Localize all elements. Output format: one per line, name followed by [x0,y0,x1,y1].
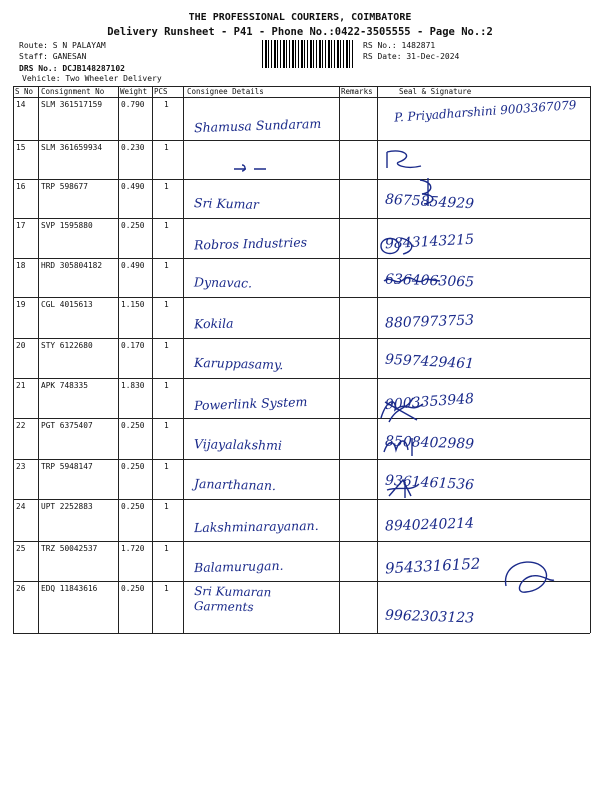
route-label: Route: S N PALAYAM [19,41,106,50]
row-border [13,179,590,180]
row-border [13,499,590,500]
signature: 9962303123 [384,607,475,627]
signature: 9597429461 [384,351,475,373]
column-border [590,86,591,633]
cell-pcs: 1 [164,544,169,553]
signature: 9843143215 [384,231,475,253]
cell-sno: 16 [16,182,26,191]
signature: 8807973753 [384,312,475,332]
cell-sno: 24 [16,502,26,511]
barcode [262,40,354,68]
column-border [152,86,153,633]
cell-consignment: SVP 1595880 [41,221,93,230]
cell-pcs: 1 [164,341,169,350]
cell-consignment: CGL 4015613 [41,300,93,309]
cell-consignment: SLM 361659934 [41,143,103,152]
column-border [377,86,378,633]
signature-scribble [414,178,444,206]
header-sno: S No [15,87,34,96]
row-border [13,459,590,460]
cell-weight: 0.170 [121,341,145,350]
rs-date: RS Date: 31-Dec-2024 [363,52,460,61]
signature-scribble [382,436,418,458]
cell-sno: 14 [16,100,26,109]
cell-weight: 0.250 [121,221,145,230]
signature-scribble [500,558,556,596]
cell-pcs: 1 [164,261,169,270]
cell-consignment: APK 748335 [41,381,88,390]
header-consignment: Consignment No [41,87,105,96]
cell-pcs: 1 [164,462,169,471]
cell-weight: 0.250 [121,462,145,471]
company-title: THE PROFESSIONAL COURIERS, COIMBATORE [188,12,412,23]
header-pcs: PCS [154,87,168,96]
handwritten-consignee: Janarthanan. [193,475,277,494]
row-border [13,140,590,141]
cell-sno: 21 [16,381,26,390]
signature: 9543316152 [384,554,481,578]
cell-weight: 0.230 [121,143,145,152]
handwritten-consignee: Powerlink System [193,394,308,413]
handwritten-consignee: Balamurugan. [193,557,284,576]
cell-consignment: UPT 2252883 [41,502,93,511]
handwritten-consignee: Dynavac. [193,274,253,291]
cell-weight: 0.250 [121,421,145,430]
header-seal: Seal & Signature [399,87,472,96]
runsheet-title: Delivery Runsheet - P41 - Phone No.:0422-3505555 - Page No.:2 [107,26,493,38]
cell-sno: 17 [16,221,26,230]
row-border [13,258,590,259]
row-border [13,418,590,419]
cell-sno: 18 [16,261,26,270]
staff-label: Staff: GANESAN [19,52,87,61]
signature-scribble [385,478,421,500]
header-remarks: Remarks [341,87,373,96]
cell-weight: 0.490 [121,182,145,191]
handwritten-consignee: Vijayalakshmi [193,436,283,453]
cell-pcs: 1 [164,300,169,309]
handwritten-consignee: Sri Kumar [193,195,260,212]
cell-weight: 1.150 [121,300,145,309]
signature: 8940240214 [384,515,475,535]
cell-pcs: 1 [164,421,169,430]
signature-scribble [377,234,417,258]
cell-pcs: 1 [164,182,169,191]
handwritten-consignee: Lakshminarayanan. [193,517,319,536]
cell-consignment: PGT 6375407 [41,421,93,430]
header-weight: Weight [120,87,148,96]
cell-pcs: 1 [164,143,169,152]
cell-pcs: 1 [164,502,169,511]
rs-number: RS No.: 1482871 [363,41,436,50]
row-border [13,633,590,634]
cell-consignment: TRP 5948147 [41,462,93,471]
cell-pcs: 1 [164,584,169,593]
cell-weight: 0.790 [121,100,145,109]
column-border [183,86,184,633]
handwritten-consignee: Robros Industries [193,234,308,253]
cell-sno: 23 [16,462,26,471]
cell-consignment: TRZ 50042537 [41,544,98,553]
signature: 8508402989 [384,433,475,453]
header-consignee: Consignee Details [187,87,264,96]
row-border [13,297,590,298]
cell-pcs: 1 [164,100,169,109]
handwritten-consignee: Shamusa Sundaram [193,115,322,136]
cell-consignment: STY 6122680 [41,341,93,350]
row-border [13,338,590,339]
cell-sno: 22 [16,421,26,430]
cell-consignment: HRD 305804182 [41,261,103,270]
cell-sno: 20 [16,341,26,350]
row-border [13,541,590,542]
cell-sno: 26 [16,584,26,593]
cell-consignment: EDQ 11843616 [41,584,98,593]
cell-weight: 0.250 [121,584,145,593]
handwritten-consignee: Kokila [193,315,234,332]
cell-pcs: 1 [164,381,169,390]
signature-scribble [385,148,425,170]
handwritten-consignee: Karuppasamy. [193,354,284,373]
cell-consignment: SLM 361517159 [41,100,103,109]
cell-sno: 25 [16,544,26,553]
cell-sno: 15 [16,143,26,152]
drs-number: DRS No.: DCJB148287102 [19,64,125,73]
signature: 8675854929 [384,191,475,213]
row-border [13,97,590,98]
column-border [38,86,39,633]
signature: 9361461536 [384,472,475,494]
column-border [13,86,14,633]
signature-scribble [232,163,272,173]
signature-scribble [377,396,427,424]
table-top-border [13,86,590,87]
row-border [13,378,590,379]
cell-weight: 0.250 [121,502,145,511]
cell-pcs: 1 [164,221,169,230]
signature: 9003353948 [384,390,475,414]
handwritten-consignee: Sri Kumaran Garments [193,584,272,615]
column-border [118,86,119,633]
cell-consignment: TRP 598677 [41,182,88,191]
column-border [339,86,340,633]
signature: 6364063065 [384,271,475,291]
cell-sno: 19 [16,300,26,309]
cell-weight: 0.490 [121,261,145,270]
cell-weight: 1.720 [121,544,145,553]
signature-scribble [382,275,442,285]
cell-weight: 1.830 [121,381,145,390]
row-border [13,218,590,219]
signature: P. Priyadharshini 9003367079 [393,97,577,125]
vehicle-label: Vehicle: Two Wheeler Delivery [22,74,162,83]
